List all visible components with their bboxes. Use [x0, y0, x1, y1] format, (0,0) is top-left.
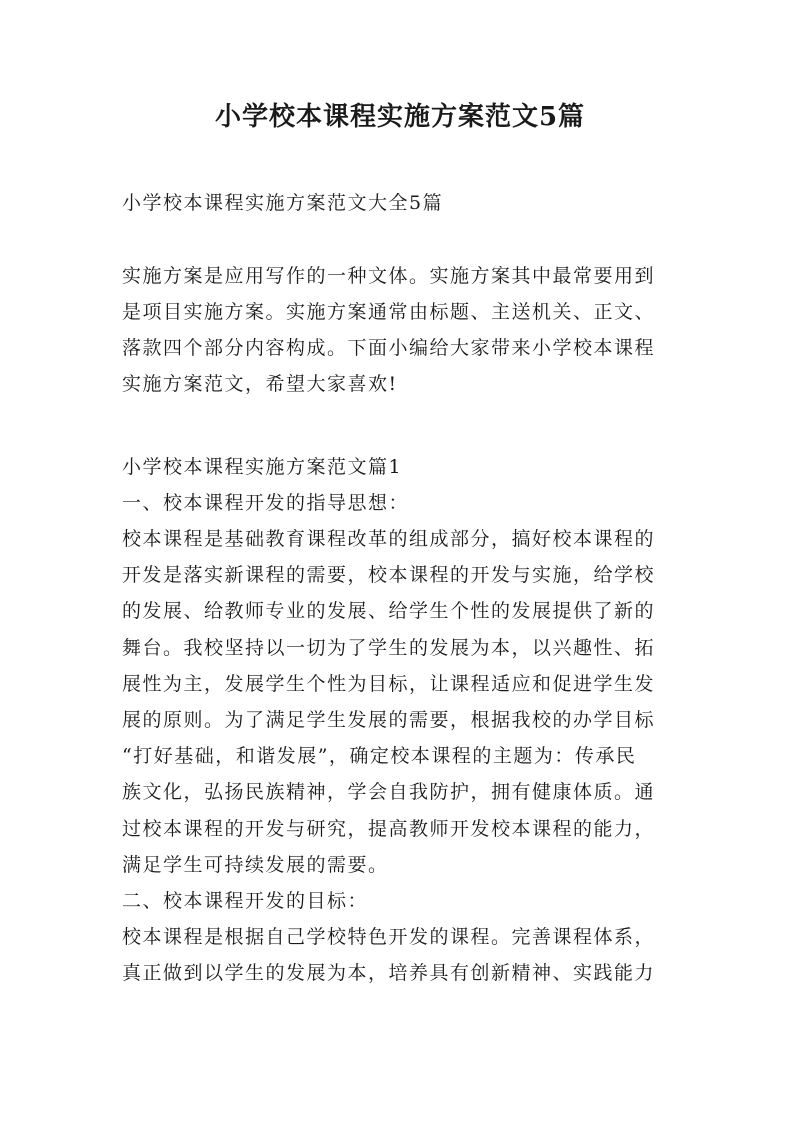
intro-line: 落款四个部分内容构成。下面小编给大家带来小学校本课程 [122, 337, 656, 359]
intro-line: 实施方案范文，希望大家喜欢! [122, 373, 398, 395]
body-line: 满足学生可持续发展的需要。 [122, 854, 389, 876]
body-line: 二、校本课程开发的目标： [122, 890, 369, 912]
body-line: 舞台。我校坚持以一切为了学生的发展为本，以兴趣性、拓 [122, 637, 656, 659]
body-line: 开发是落实新课程的需要，校本课程的开发与实施，给学校 [122, 564, 656, 586]
intro-line: 实施方案是应用写作的一种文体。实施方案其中最常要用到 [122, 265, 656, 287]
body-line: 过校本课程的开发与研究，提高教师开发校本课程的能力， [122, 818, 656, 840]
body-line: 展性为主，发展学生个性为目标，让课程适应和促进学生发 [122, 673, 656, 695]
body-line: 校本课程是基础教育课程改革的组成部分，搞好校本课程的 [122, 528, 656, 550]
body-line: 的发展、给教师专业的发展、给学生个性的发展提供了新的 [122, 600, 656, 622]
body-line: 一、校本课程开发的指导思想： [122, 492, 410, 514]
body-line: 校本课程是根据自己学校特色开发的课程。完善课程体系， [122, 926, 656, 948]
body-line: 真正做到以学生的发展为本，培养具有创新精神、实践能力 [122, 962, 656, 984]
body-line: 族文化，弘扬民族精神，学会自我防护，拥有健康体质。通 [122, 781, 656, 803]
body-line: “打好基础，和谐发展”，确定校本课程的主题为：传承民 [122, 745, 637, 767]
intro-line: 是项目实施方案。实施方案通常由标题、主送机关、正文、 [122, 301, 656, 323]
body-line: 展的原则。为了满足学生发展的需要，根据我校的办学目标 [122, 709, 656, 731]
document-title: 小学校本课程实施方案范文5篇 [214, 102, 586, 132]
document-subtitle: 小学校本课程实施方案范文大全5篇 [122, 192, 444, 214]
section-heading: 小学校本课程实施方案范文篇1 [122, 456, 403, 478]
